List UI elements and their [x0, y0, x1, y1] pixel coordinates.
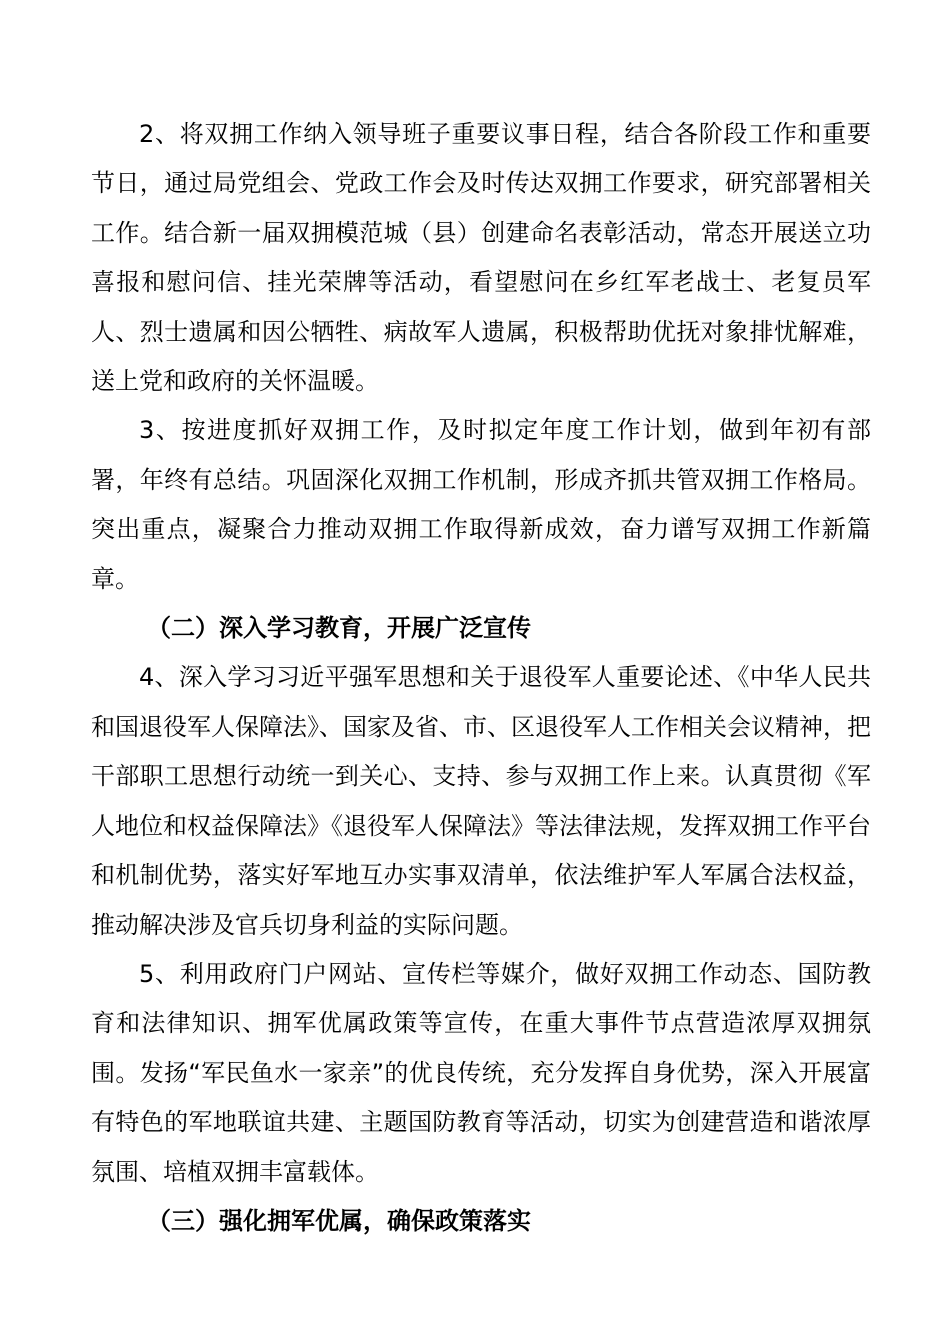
paragraph-item-2: 2、将双拥工作纳入领导班子重要议事日程，结合各阶段工作和重要节日，通过局党组会、党政工作会及时传达双拥工作要求，研究部署相关工作。结合新一届双拥模范城（县）创建命名表彰活动，常态开展送立功喜报和慰问信、挂光荣牌等活动，看望慰问在乡红军老战士、老复员军人、烈士遗属和因公牺牲、病故军人遗属，积极帮助优抚对象排忧解难，送上党和政府的关怀温暖。: [91, 120, 871, 396]
paragraph-item-5: 5、利用政府门户网站、宣传栏等媒介，做好双拥工作动态、国防教育和法律知识、拥军优属政策等宣传，在重大事件节点营造浓厚双拥氛围。发扬“军民鱼水一家亲”的优良传统，充分发挥自身优势，深入开展富有特色的军地联谊共建、主题国防教育等活动，切实为创建营造和谐浓厚氛围、培植双拥丰富载体。: [91, 959, 871, 1186]
document-body: [91, 110, 871, 1246]
section-heading-2: （二）深入学习教育，开展广泛宣传: [147, 614, 531, 643]
paragraph-item-3: 3、按进度抓好双拥工作，及时拟定年度工作计划，做到年初有部署，年终有总结。巩固深化双拥工作机制，形成齐抓共管双拥工作格局。突出重点，凝聚合力推动双拥工作取得新成效，奋力谱写双拥工作新篇章。: [91, 416, 871, 593]
paragraph-item-4: 4、深入学习习近平强军思想和关于退役军人重要论述、《中华人民共和国退役军人保障法》、国家及省、市、区退役军人工作相关会议精神，把干部职工思想行动统一到关心、支持、参与双拥工作上来。认真贯彻《军人地位和权益保障法》《退役军人保障法》等法律法规，发挥双拥工作平台和机制优势，落实好军地互办实事双清单，依法维护军人军属合法权益，推动解决涉及官兵切身利益的实际问题。: [91, 663, 871, 939]
section-heading-3: （三）强化拥军优属，确保政策落实: [147, 1206, 531, 1235]
